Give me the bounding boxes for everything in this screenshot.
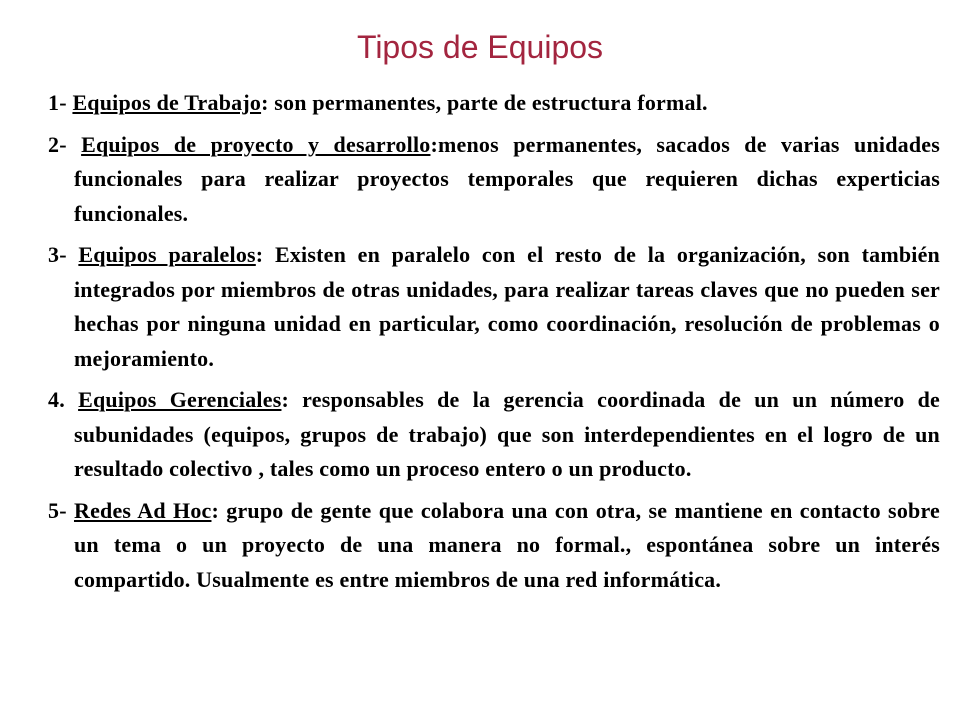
list-item-equipos-gerenciales [48,383,940,487]
item-description: :menos permanentes, sacados de varias unidades funcionales para realizar proyectos temporales que requieren dichas experticias funcionales. [74,131,940,226]
item-description: : Existen en paralelo con el resto de la organización, son también integrados por miembros de otras unidades, para realizar tareas claves que no pueden ser hechas por ninguna unidad en particular, como coordinación, resolución de problemas o mejoramiento. [74,242,940,371]
item-term: Equipos de Trabajo [72,90,262,115]
item-number: 2- [48,131,82,157]
team-types-list [48,86,940,604]
item-number: 5- [48,497,74,523]
slide-title: Tipos de Equipos [356,29,604,65]
item-number: 3- [48,242,79,267]
item-description: : son permanentes, parte de estructura formal. [261,90,708,115]
list-item-equipos-paralelos [48,238,940,376]
item-term: Redes Ad Hoc [73,497,212,523]
item-term: Equipos paralelos [78,242,256,267]
item-description: : grupo de gente que colabora una con otra, se mantiene en contacto sobre un tema o un proyecto de una manera no formal., espontánea sobre un interés compartido. Usualmente es entre miembros de una red informática. [74,497,940,592]
item-number: 1- [48,90,73,115]
item-number: 4. [48,387,79,412]
item-term: Equipos de proyecto y desarrollo [81,131,431,157]
item-term: Equipos Gerenciales [78,387,282,412]
list-item-equipos-de-proyecto [48,128,940,232]
list-item-redes-ad-hoc [48,494,940,598]
item-description: : responsables de la gerencia coordinada de un un número de subunidades (equipos, grupos de trabajo) que son interdependientes en el logro de un resultado colectivo , tales como un proceso entero o un producto. [74,387,940,481]
list-item-equipos-de-trabajo [48,86,940,121]
